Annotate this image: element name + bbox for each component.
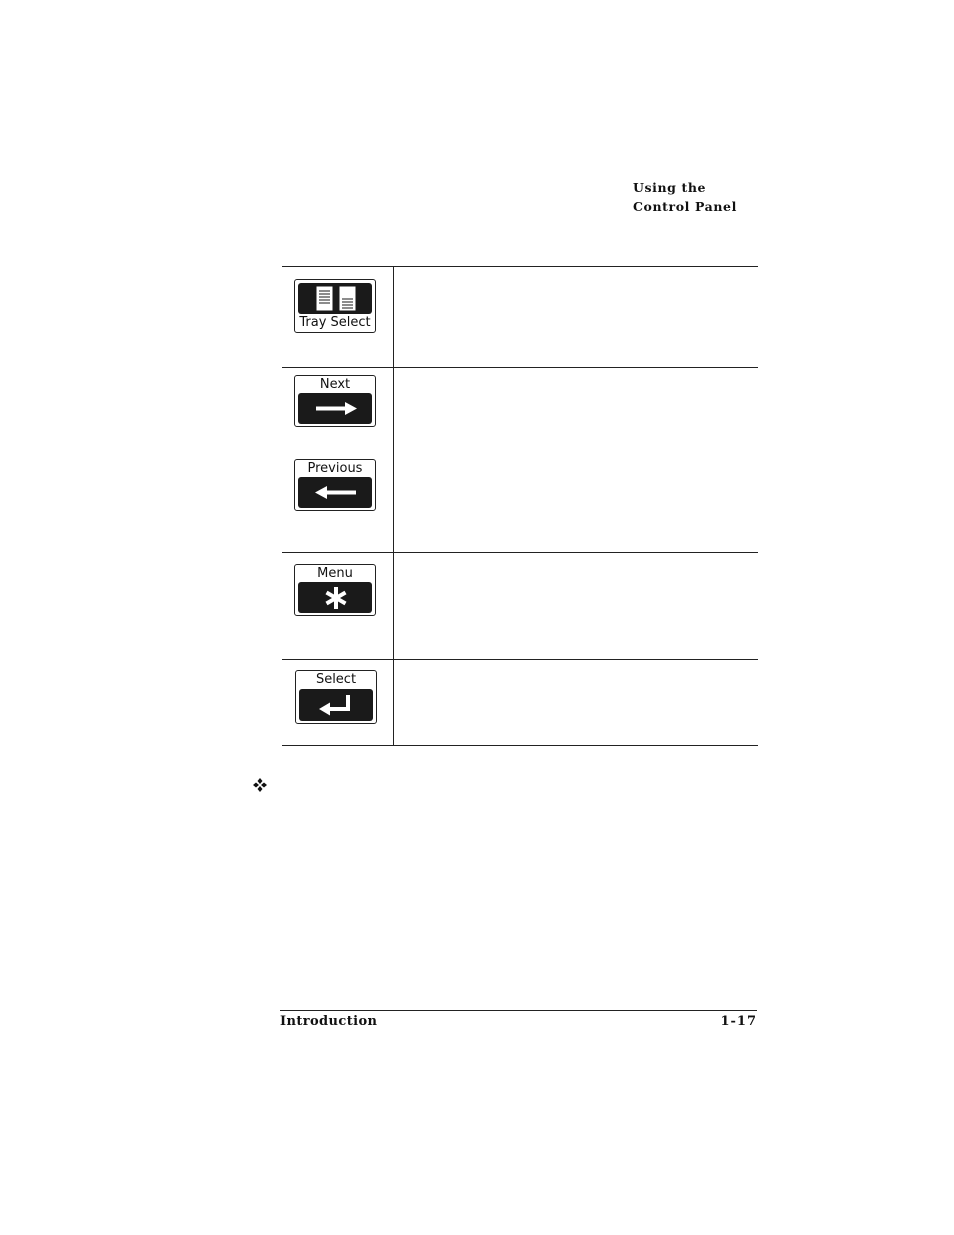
footer-page-number: 1-17 — [720, 1014, 757, 1029]
enter-arrow-icon — [299, 689, 373, 721]
menu-key[interactable] — [294, 564, 376, 616]
select-key[interactable] — [295, 670, 377, 724]
running-head — [633, 178, 737, 216]
previous-key[interactable] — [294, 459, 376, 511]
tray-select-key[interactable] — [294, 279, 376, 333]
menu-key-label: Menu — [317, 566, 353, 581]
tray-select-icon — [298, 283, 372, 314]
asterisk-icon — [298, 582, 372, 613]
next-key-label: Next — [319, 377, 351, 392]
table-row-rule — [282, 659, 758, 660]
running-head-line-2: Control Panel — [633, 199, 737, 214]
next-key[interactable] — [294, 375, 376, 427]
select-key-label: Select — [315, 672, 357, 687]
table-column-divider — [393, 267, 394, 745]
tray-select-key-label: Tray Select — [299, 315, 371, 330]
control-panel-keys-table — [282, 266, 758, 746]
four-diamond-ornament-icon — [252, 777, 268, 793]
footer-section-title: Introduction — [280, 1014, 378, 1029]
running-head-line-1: Using the — [633, 180, 707, 195]
left-arrow-icon — [298, 477, 372, 508]
table-row-rule — [282, 367, 758, 368]
footer-rule — [280, 1010, 757, 1011]
previous-key-label: Previous — [307, 461, 363, 476]
right-arrow-icon — [298, 393, 372, 424]
table-row-rule — [282, 552, 758, 553]
